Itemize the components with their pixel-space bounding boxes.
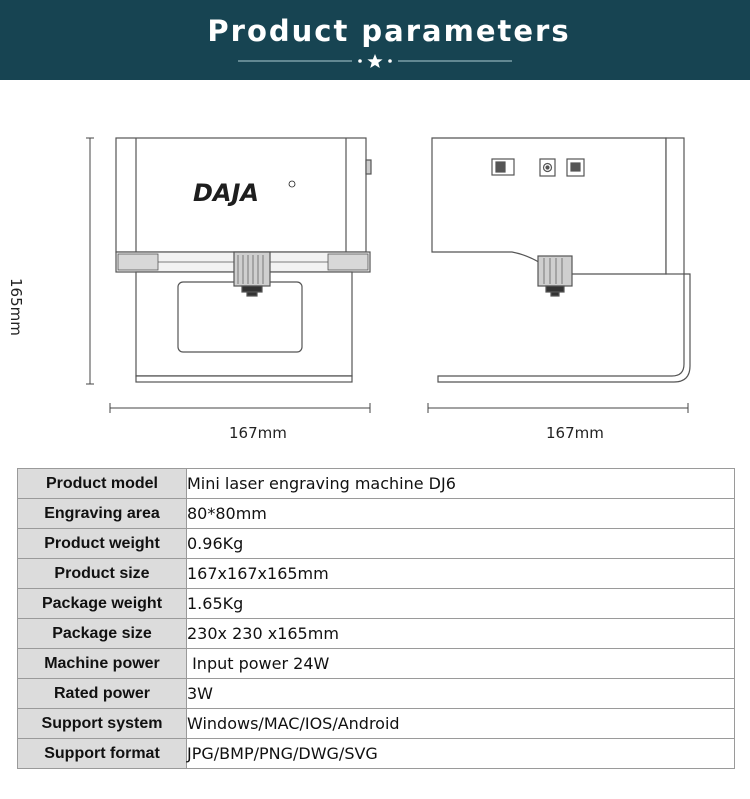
spec-value: 1.65Kg	[187, 589, 735, 619]
table-row	[18, 649, 735, 679]
table-row	[18, 499, 735, 529]
spec-value: Windows/MAC/IOS/Android	[187, 709, 735, 739]
table-row	[18, 679, 735, 709]
spec-label: Package weight	[18, 589, 187, 619]
spec-label: Support format	[18, 739, 187, 769]
spec-label: Package size	[18, 619, 187, 649]
height-dimension-label: 165mm	[7, 278, 25, 336]
spec-label: Engraving area	[18, 499, 187, 529]
spec-label: Machine power	[18, 649, 187, 679]
side-width-label: 167mm	[546, 424, 604, 442]
spec-value: 0.96Kg	[187, 529, 735, 559]
table-row	[18, 589, 735, 619]
spec-label: Support system	[18, 709, 187, 739]
spec-value: 167x167x165mm	[187, 559, 735, 589]
spec-value: 80*80mm	[187, 499, 735, 529]
table-row	[18, 529, 735, 559]
spec-table	[17, 468, 735, 769]
front-width-label: 167mm	[229, 424, 287, 442]
spec-label: Product size	[18, 559, 187, 589]
table-row	[18, 469, 735, 499]
brand-logo: DAJA	[193, 179, 259, 207]
table-row	[18, 619, 735, 649]
spec-label: Product model	[18, 469, 187, 499]
table-row	[18, 559, 735, 589]
table-row	[18, 709, 735, 739]
spec-value: Mini laser engraving machine DJ6	[187, 469, 735, 499]
spec-value: JPG/BMP/PNG/DWG/SVG	[187, 739, 735, 769]
spec-label: Product weight	[18, 529, 187, 559]
table-row	[18, 739, 735, 769]
spec-value: 230x 230 x165mm	[187, 619, 735, 649]
side-view	[432, 138, 690, 382]
spec-value: 3W	[187, 679, 735, 709]
spec-label: Rated power	[18, 679, 187, 709]
spec-value: Input power 24W	[187, 649, 735, 679]
page-title: Product parameters	[207, 14, 571, 48]
front-view	[116, 138, 371, 382]
